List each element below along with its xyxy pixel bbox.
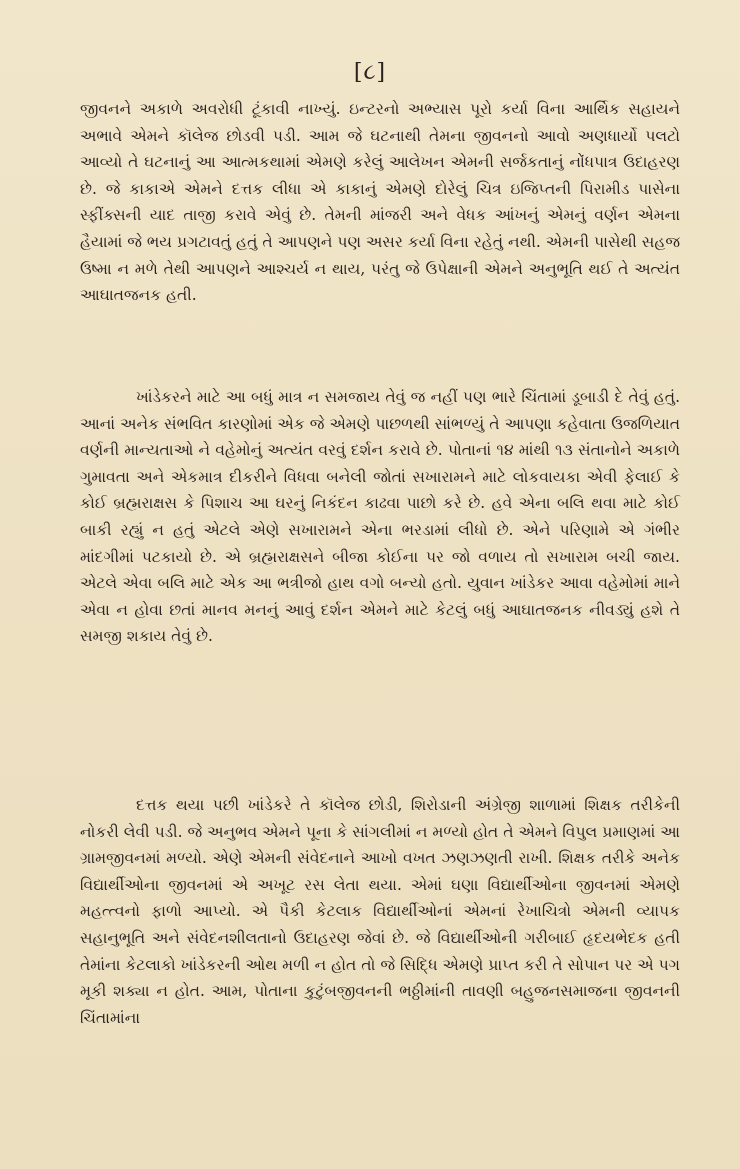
page-number: [૮]: [353, 60, 387, 85]
paragraph-3: દત્તક થયા પછી ખાંડેકરે તે કૉલેજ છોડી, શિરોડાની અંગ્રેજી શાળામાં શિક્ષક તરીકેની નોકરી લેવી પડી. જે અનુભવ એમને પૂના કે સાંગલીમાં ન મળ્યો હોત તે એમને વિપુલ પ્રમાણમાં આ ગ્રામજીવનમાં મળ્યો. એણે એમની સંવેદનાને આખો વખત ઝણઝણતી રાખી. શિક્ષક તરીકે અનેક વિદ્યાર્થીઓના જીવનમાં એ અખૂટ રસ લેતા થયા. એમાં ઘણા વિદ્યાર્થીઓના જીવનમાં એમણે મહત્ત્વનો ફાળો આપ્યો. એ પૈકી કેટલાક વિદ્યાર્થીઓનાં એમનાં રેખાચિત્રો એમની વ્યાપક સહાનુભૂતિ અને સંવેદનશીલતાનો ઉદાહરણ જેવાં છે. જે વિદ્યાર્થીઓની ગરીબાઈ હૃદયભેદક હતી તેમાંના કેટલાકો ખાંડેકરની ઓથ મળી ન હોત તો જે સિદ્ધિ એમણે પ્રાપ્ત કરી તે સોપાન પર એ પગ મૂકી શક્યા ન હોત. આમ, પોતાના કુટુંબજીવનની ભઠ્ઠીમાંની તાવણી બહુજનસમાજના જીવનની ચિંતામાંના: [80, 796, 680, 1027]
paragraph-1: જીવનને અકાળે અવરોધી ટૂંકાવી નાખ્યું. ઇન્ટરનો અભ્યાસ પૂરો કર્યા વિના આર્થિક સહાયને અભાવે એમને કૉલેજ છોડવી પડી. આમ જે ઘટનાથી તેમના જીવનનો આવો અણધાર્યો પલટો આવ્યો તે ઘટનાનું આ આત્મકથામાં એમણે કરેલું આલેખન એમની સર્જકતાનું નોંધપાત્ર ઉદાહરણ છે. જે કાકાએ એમને દત્તક લીધા એ કાકાનું એમણે દોરેલું ચિત્ર ઇજિપ્તની પિરામીડ પાસેના સ્ફીંક્સની યાદ તાજી કરાવે એવું છે. તેમની માંજરી અને વેધક આંખનું એમનું વર્ણન એમના હૈયામાં જે ભય પ્રગટાવતું હતું તે આપણને પણ અસર કર્યા વિના રહેતું નથી. એમની પાસેથી સહજ ઉષ્મા ન મળે તેથી આપણને આશ્ચર્ય ન થાય, પરંતુ જે ઉપેક્ષાની એમને અનુભૂતિ થઈ તે અત્યંત આઘાતજનક હતી.: [80, 100, 680, 305]
paragraph-2: ખાંડેકરને માટે આ બધું માત્ર ન સમજાય તેવું જ નહીં પણ ભારે ચિંતામાં ડૂબાડી દે તેવું હતું. આનાં અનેક સંભવિત કારણોમાં એક જે એમણે પાછળથી સાંભળ્યું તે આપણા કહેવાતા ઉજળિયાત વર્ણની માન્યતાઓ ને વહેમોનું અત્યંત વરવું દર્શન કરાવે છે. પોતાનાં ૧૪ માંથી ૧૩ સંતાનોને અકાળે ગુમાવતા અને એકમાત્ર દીકરીને વિધવા બનેલી જોતાં સખારામને માટે લોકવાયકા એવી ફેલાઈ કે કોઈ બ્રહ્મરાક્ષસ કે પિશાચ આ ઘરનું નિકંદન કાઢવા પાછો કરે છે. હવે એના બલિ થવા માટે કોઈ બાકી રહ્યું ન હતું એટલે એણે સખારામને એના ભરડામાં લીધો છે. એને પરિણામે એ ગંભીર માંદગીમાં પટકાયો છે. એ બ્રહ્મરાક્ષસને બીજા કોઈના પર જો વળાય તો સખારામ બચી જાય. એટલે એવા બલિ માટે એક આ ભત્રીજો હાથ વગો બન્યો હતો. યુવાન ખાંડેકર આવા વહેમોમાં માને એવા ન હોવા છતાં માનવ મનનું આવું દર્શન એમને માટે કેટલું બધું આઘાતજનક નીવડ્યું હશે તે સમજી શકાય તેવું છે.: [80, 388, 680, 646]
